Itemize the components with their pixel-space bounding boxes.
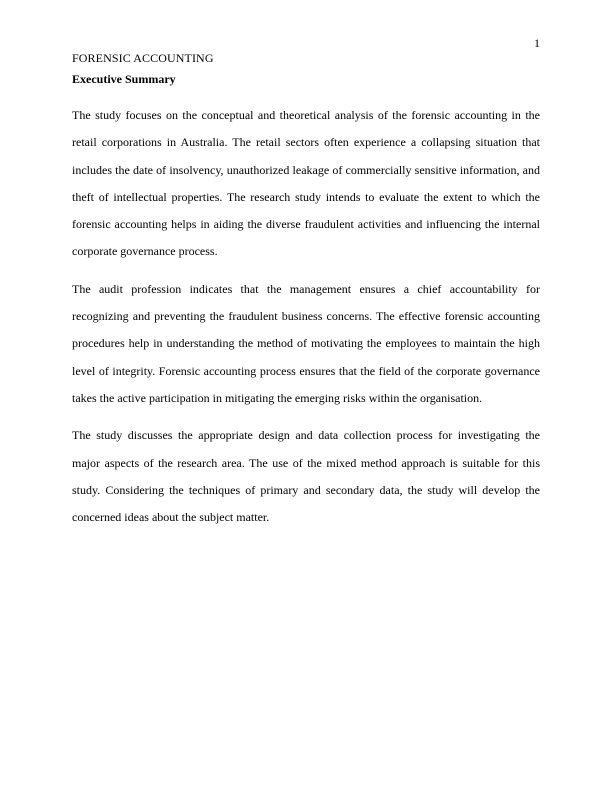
paragraph-1: The study focuses on the conceptual and theoretical analysis of the forensic accounting in the retail corporations in Australia. The retail sectors often experience a collapsing situation that includes the date of insolvency, unauthorized leakage of commercially sensitive information, and theft of intellectual properties. The research study intends to evaluate the extent to which the forensic accounting helps in aiding the diverse fraudulent activities and influencing the internal corporate governance process.	[72, 108, 540, 259]
section-title: Executive Summary	[72, 72, 176, 86]
running-head: FORENSIC ACCOUNTING	[72, 51, 214, 65]
page-number: 1	[534, 36, 540, 50]
paragraph-2: The audit profession indicates that the management ensures a chief accountability for recognizing and preventing the fraudulent business concerns. The effective forensic accounting procedures help in understanding the method of motivating the employees to maintain the high level of integrity. Forensic accounting process ensures that the field of the corporate governance takes the active participation in mitigating the emerging risks within the organisation.	[72, 281, 540, 405]
paragraph-3: The study discusses the appropriate design and data collection process for investigating the major aspects of the research area. The use of the mixed method approach is suitable for this study. Considering the techniques of primary and secondary data, the study will develop the concerned ideas about the subject matter.	[72, 428, 540, 525]
body-text	[72, 102, 540, 541]
